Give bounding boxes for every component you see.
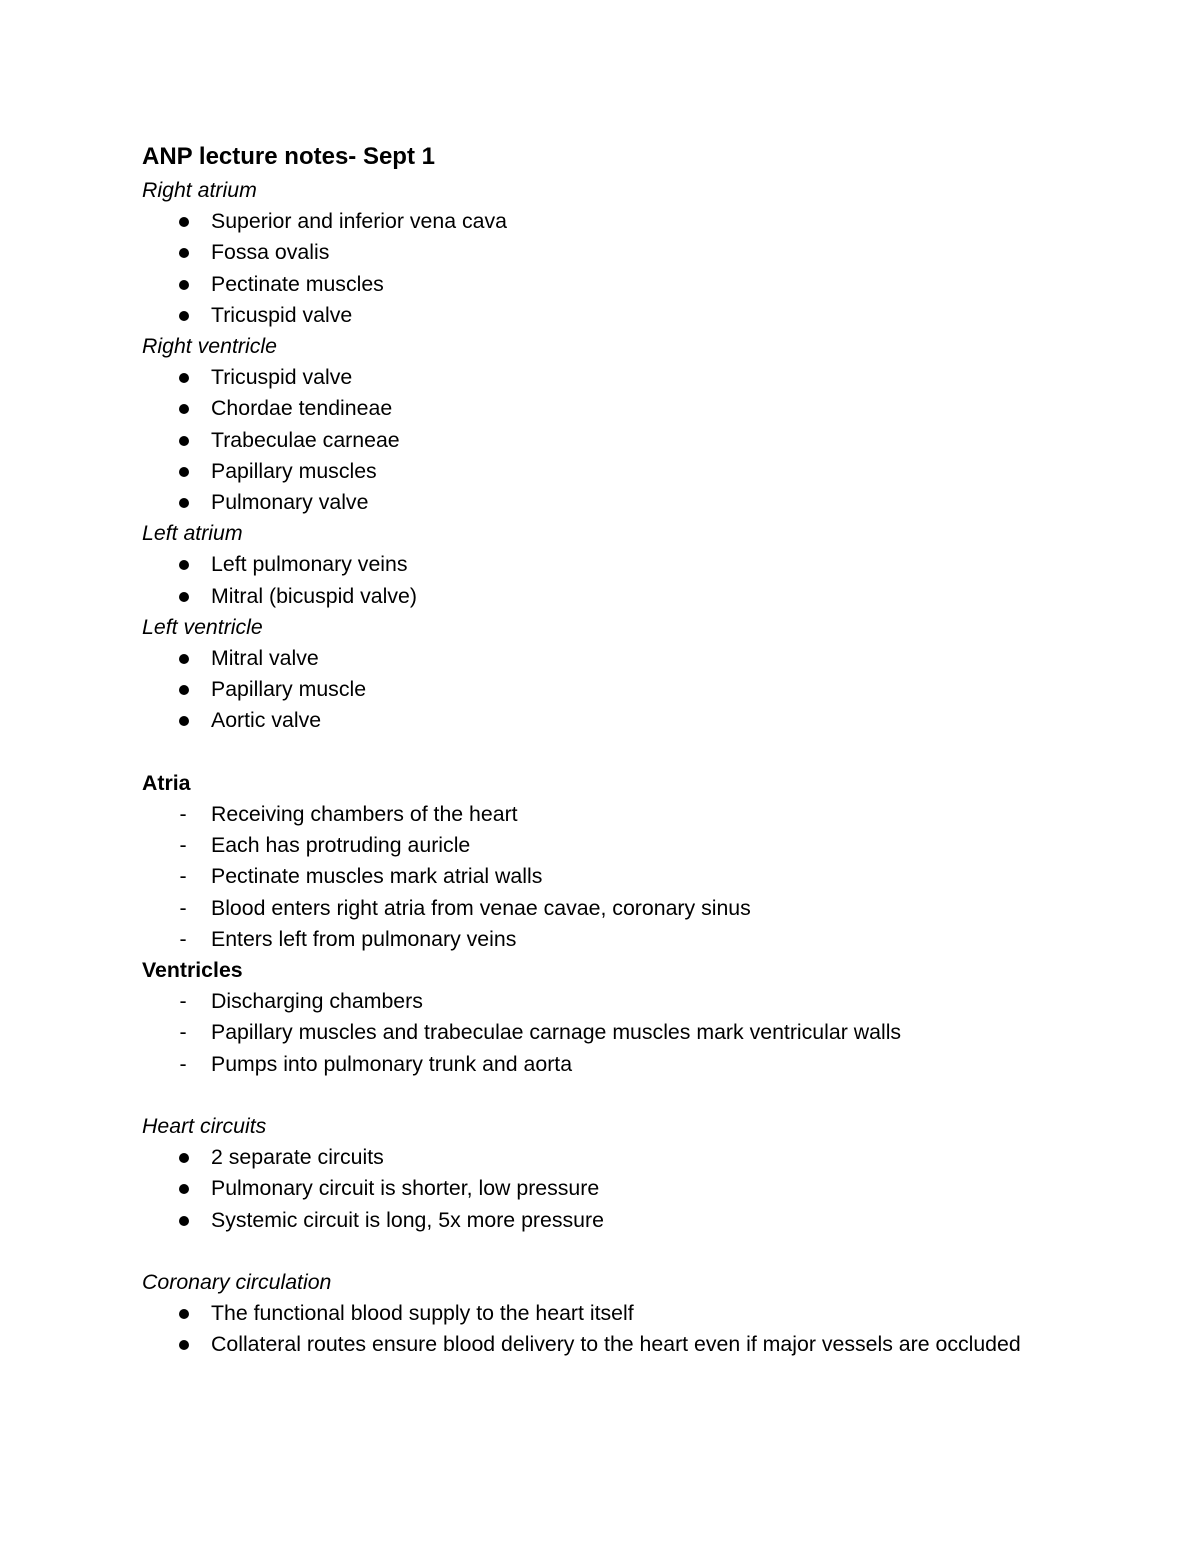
- section-heart-circuits: [142, 1111, 1042, 1236]
- section-coronary-circulation: [142, 1267, 1042, 1361]
- section-atria: [142, 768, 1042, 955]
- list-item: [142, 643, 1042, 674]
- list-item-text: Pectinate muscles: [211, 271, 384, 296]
- dash-marker: -: [179, 989, 187, 1014]
- section-heading: Heart circuits: [142, 1114, 267, 1139]
- list-item-text: Papillary muscle: [211, 677, 367, 702]
- document-body: [142, 139, 1042, 1361]
- list-item: [142, 487, 1042, 518]
- list-item: [142, 1173, 1042, 1204]
- list-item-text: Enters left from pulmonary veins: [211, 926, 517, 951]
- list-item: [142, 861, 1042, 892]
- bullet-icon: [179, 217, 189, 227]
- list-item: [142, 300, 1042, 331]
- list-item: [142, 1298, 1042, 1329]
- section-heading: Right ventricle: [142, 334, 277, 359]
- list-item: [142, 924, 1042, 955]
- list-item: [142, 206, 1042, 237]
- list-item-text: Chordae tendineae: [211, 396, 393, 421]
- list-item: [142, 1142, 1042, 1173]
- list-item: [142, 269, 1042, 300]
- list-item: [142, 986, 1042, 1017]
- bullet-icon: [179, 685, 189, 695]
- section-ventricles: [142, 955, 1042, 1080]
- dash-marker: -: [179, 926, 187, 951]
- list-item: [142, 893, 1042, 924]
- spacer: [142, 1236, 1042, 1267]
- bullet-icon: [179, 467, 189, 477]
- section-left-ventricle: [142, 612, 1042, 737]
- section-heading: Atria: [142, 770, 191, 795]
- list-item-text: Superior and inferior vena cava: [211, 209, 507, 234]
- list-item-text: Papillary muscles and trabeculae carnage muscles mark ventricular walls: [211, 1020, 902, 1045]
- list-item-text: Each has protruding auricle: [211, 833, 471, 858]
- list-item-text: The functional blood supply to the heart itself: [211, 1301, 634, 1326]
- list-item-text: Fossa ovalis: [211, 240, 330, 265]
- bullet-icon: [179, 404, 189, 414]
- dash-marker: -: [179, 833, 187, 858]
- list-item-text: Tricuspid valve: [211, 365, 353, 390]
- list-item-text: Papillary muscles: [211, 458, 377, 483]
- list-item-text: Systemic circuit is long, 5x more pressure: [211, 1207, 604, 1232]
- section-heading: Right atrium: [142, 178, 257, 202]
- bullet-icon: [179, 1184, 189, 1194]
- page-title: ANP lecture notes- Sept 1: [142, 143, 435, 170]
- list-item: [142, 549, 1042, 580]
- bullet-icon: [179, 1340, 189, 1350]
- bullet-icon: [179, 1216, 189, 1226]
- bullet-icon: [179, 592, 189, 602]
- list-item-text: Pulmonary valve: [211, 490, 369, 515]
- list-item-text: Collateral routes ensure blood delivery to the heart even if major vessels are occluded: [211, 1332, 1021, 1357]
- list-item: [142, 581, 1042, 612]
- bullet-icon: [179, 654, 189, 664]
- bullet-icon: [179, 1153, 189, 1163]
- list-item: [142, 1205, 1042, 1236]
- section-heading: Left atrium: [142, 521, 243, 546]
- dash-marker: -: [179, 1020, 187, 1045]
- list-item-text: Left pulmonary veins: [211, 552, 408, 577]
- dash-marker: -: [179, 802, 187, 827]
- list-item: [142, 1017, 1042, 1048]
- list-item-text: Pectinate muscles mark atrial walls: [211, 864, 543, 889]
- list-item-text: Mitral (bicuspid valve): [211, 583, 417, 608]
- list-item: [142, 393, 1042, 424]
- list-item-text: Pulmonary circuit is shorter, low pressure: [211, 1176, 600, 1201]
- bullet-icon: [179, 280, 189, 290]
- section-heading: Left ventricle: [142, 614, 263, 639]
- bullet-icon: [179, 436, 189, 446]
- bullet-icon: [179, 560, 189, 570]
- list-item-text: Blood enters right atria from venae cavae, coronary sinus: [211, 895, 751, 920]
- list-item-text: Mitral valve: [211, 646, 319, 671]
- dash-marker: -: [179, 1051, 187, 1076]
- dash-marker: -: [179, 895, 187, 920]
- section-heading: Coronary circulation: [142, 1270, 332, 1295]
- bullet-icon: [179, 716, 189, 726]
- dash-marker: -: [179, 864, 187, 889]
- list-item: [142, 799, 1042, 830]
- section-left-atrium: [142, 518, 1042, 612]
- list-item: [142, 1049, 1042, 1080]
- section-heading: Ventricles: [142, 958, 243, 983]
- list-item-text: Trabeculae carneae: [211, 427, 400, 452]
- bullet-icon: [179, 373, 189, 383]
- list-item-text: Receiving chambers of the heart: [211, 802, 518, 827]
- section-right-atrium: [142, 175, 1042, 331]
- list-item: [142, 674, 1042, 705]
- bullet-icon: [179, 248, 189, 258]
- list-item: [142, 1329, 1042, 1360]
- bullet-icon: [179, 498, 189, 508]
- bullet-icon: [179, 311, 189, 321]
- list-item: [142, 705, 1042, 736]
- list-item-text: 2 separate circuits: [211, 1145, 384, 1170]
- list-item: [142, 456, 1042, 487]
- list-item: [142, 830, 1042, 861]
- list-item-text: Tricuspid valve: [211, 302, 353, 327]
- spacer: [142, 1080, 1042, 1111]
- list-item: [142, 237, 1042, 268]
- list-item: [142, 425, 1042, 456]
- spacer: [142, 737, 1042, 768]
- list-item-text: Discharging chambers: [211, 989, 423, 1014]
- section-right-ventricle: [142, 331, 1042, 518]
- bullet-icon: [179, 1309, 189, 1319]
- list-item-text: Pumps into pulmonary trunk and aorta: [211, 1051, 573, 1076]
- list-item: [142, 362, 1042, 393]
- list-item-text: Aortic valve: [211, 708, 322, 733]
